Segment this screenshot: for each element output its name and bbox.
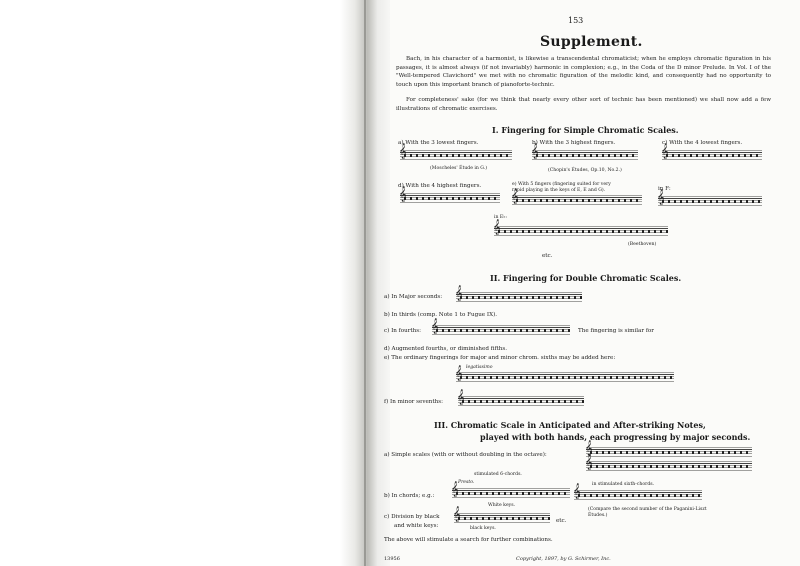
- s1-b-staff: [532, 150, 638, 160]
- closing-line: The above will stimulate a search for further combinations.: [384, 537, 553, 543]
- s3-c-label-1: c) Division by black: [384, 514, 440, 520]
- s2-c-staff: [432, 325, 570, 335]
- s1-e-label: e) With 5 fingers (fingering suited for very rapid playing in the keys of E, E and G).: [512, 182, 611, 193]
- s2-legatissimo: legatissimo: [466, 365, 493, 370]
- s1-b-label: b) With the 3 highest fingers.: [532, 140, 616, 146]
- s1-a-label: a) With the 3 lowest fingers.: [398, 140, 479, 146]
- copyright-line: Copyright, 1897, by G. Schirmer, Inc.: [516, 556, 611, 562]
- s1-f-staff: [658, 196, 762, 206]
- s2-f-label: f) In minor sevenths:: [384, 399, 443, 405]
- s3-black-keys: black keys.: [470, 526, 496, 531]
- s2-e-label: e) The ordinary fingerings for major and minor chrom. sixths may be added here:: [384, 355, 616, 361]
- s1-eb-staff: [494, 226, 668, 236]
- s3-stimulated: stimulated 6-chords.: [474, 472, 522, 477]
- intro-paragraph-2: For completeness' sake (for we think that nearly every other sort of technic has been mentioned) we shall now add a few illustrations of chromatic exercises.: [396, 97, 771, 112]
- s3-b-staff-right: [574, 490, 702, 500]
- s1-e-staff: [512, 195, 642, 205]
- issue-number: 13956: [384, 556, 400, 562]
- spine-shadow: [364, 0, 366, 566]
- section-2-heading: II. Fingering for Double Chromatic Scales.: [490, 273, 682, 283]
- s1-d-staff: [400, 193, 500, 203]
- s3-a-staff-upper: [586, 447, 752, 457]
- s2-e-staff: [456, 372, 674, 382]
- section-1-heading: I. Fingering for Simple Chromatic Scales.: [492, 125, 679, 135]
- s1-c-staff: [662, 150, 762, 160]
- page-number: 153: [568, 16, 584, 25]
- s3-presto: Presto.: [458, 480, 475, 485]
- s1-eb-key: in E♭:: [494, 215, 507, 220]
- s3-c-staff: [454, 513, 550, 523]
- s2-a-staff: [456, 292, 582, 302]
- s2-b-label: b) In thirds (comp. Note 1 to Fugue IX).: [384, 312, 498, 318]
- s1-c-label: c) With the 4 lowest fingers.: [662, 140, 743, 146]
- s3-compare: (Compare the second number of the Paganini-Liszt Études.): [588, 507, 707, 518]
- s1-d-label: d) With the 4 highest fingers.: [398, 183, 482, 189]
- book-gutter: [340, 0, 390, 566]
- s3-a-staff-lower: [586, 461, 752, 471]
- s3-white-keys: White keys.: [488, 503, 516, 508]
- s3-in-stimulated: in stimulated sixth-chords.: [592, 482, 655, 487]
- s1-a-note: (Moscheles' Étude in G.): [430, 166, 488, 171]
- s2-f-staff: [458, 396, 584, 406]
- s2-d-label: d) Augmented fourths, or diminished fifths.: [384, 346, 508, 352]
- s3-etc: etc.: [556, 518, 567, 524]
- s2-c-tail: The fingering is similar for: [578, 328, 654, 334]
- s2-c-label: c) In fourths:: [384, 328, 422, 334]
- section-3-heading-1: III. Chromatic Scale in Anticipated and After-striking Notes,: [434, 420, 706, 430]
- s1-etc: etc.: [542, 253, 553, 259]
- section-3-heading-2: played with both hands, each progressing by major seconds.: [480, 432, 751, 442]
- s3-a-label: a) Simple scales (with or without doubling in the octave):: [384, 452, 547, 458]
- s1-a-staff: [400, 150, 512, 160]
- page-title: Supplement.: [540, 34, 643, 50]
- intro-paragraph-1: Bach, in his character of a harmonist, is likewise a transcendental chromaticist; when he employs chromatic figuration in his passages, it is almost always (if not invariably) harmonic in complexion; e.g., in the Coda of the D minor Prelude. In Vol. I of the "Well-tempered Clavichord" we met with no chromatic figuration of the melodic kind, and consequently had no opportunity to touch upon this important branch of pianoforte-technic.: [396, 56, 771, 88]
- s2-a-label: a) In Major seconds:: [384, 294, 443, 300]
- s1-beethoven: (Beethoven): [628, 242, 657, 247]
- s3-c-label-2: and white keys:: [394, 523, 439, 529]
- s1-b-note: (Chopin's Études, Op.10, No.2.): [548, 168, 622, 173]
- blank-left-page: [0, 0, 340, 566]
- s1-e-key-f: in F:: [658, 186, 671, 192]
- s3-b-staff-left: [452, 488, 570, 498]
- s3-b-label: b) In chords; e.g.:: [384, 493, 435, 499]
